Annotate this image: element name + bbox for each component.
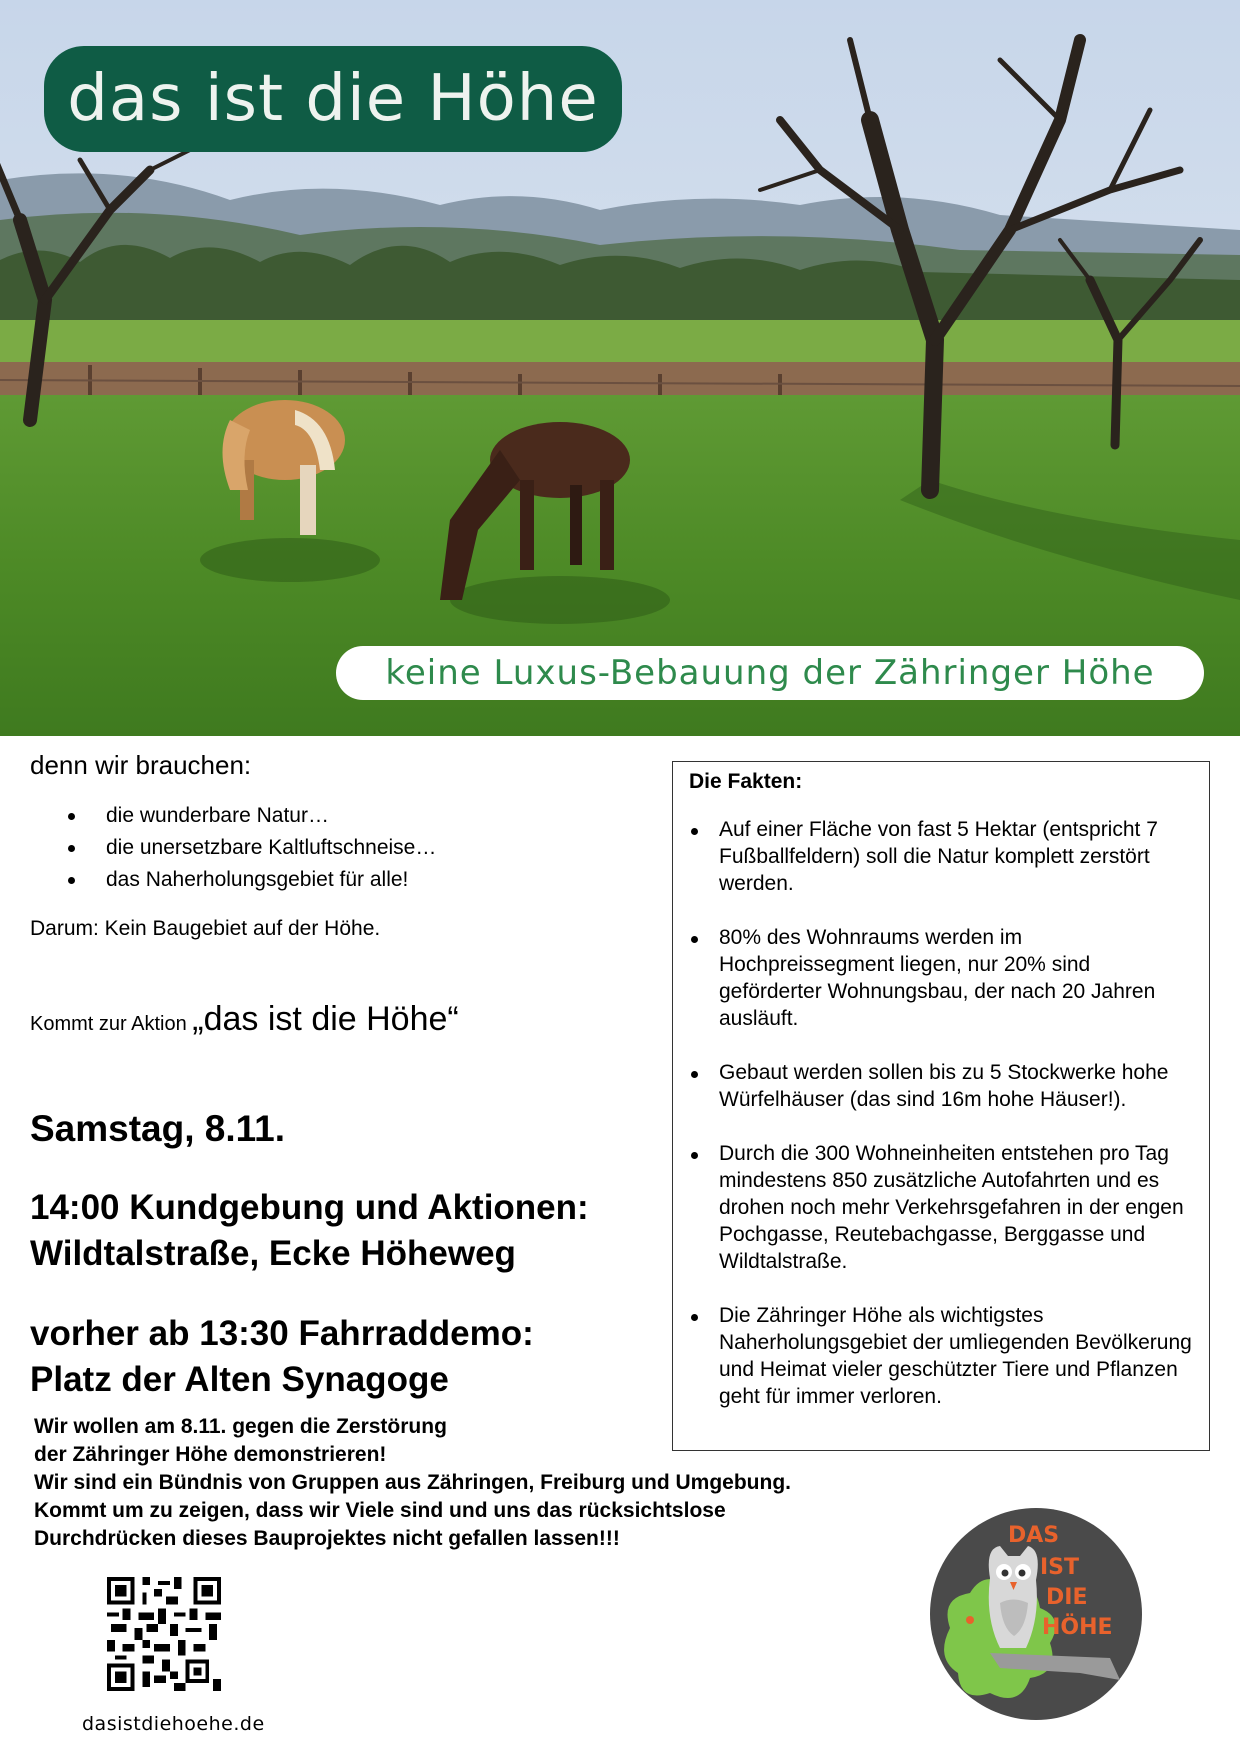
facts-box xyxy=(672,761,1210,1451)
logo-word-das: DAS xyxy=(1008,1523,1060,1548)
list-item: Gebaut werden sollen bis zu 5 Stockwerke hohe Würfelhäuser (das sind 16m hohe Häuser!). xyxy=(687,1059,1197,1113)
title-banner xyxy=(44,46,622,152)
list-item: die unersetzbare Kaltluftschneise… xyxy=(58,832,436,864)
appeal-line: Wir wollen am 8.11. gegen die Zerstörung xyxy=(34,1415,447,1438)
list-item: 80% des Wohnraums werden im Hochpreissegment liegen, nur 20% sind geförderter Wohnungsbau, der nach 20 Jahren ausläuft. xyxy=(687,924,1197,1032)
facts-list xyxy=(687,816,1197,1437)
qr-code[interactable] xyxy=(107,1577,221,1691)
bike-demo-info xyxy=(30,1311,534,1403)
facts-title: Die Fakten: xyxy=(689,770,803,793)
bike-demo-location: Platz der Alten Synagoge xyxy=(30,1360,449,1399)
appeal-line: der Zähringer Höhe demonstrieren! xyxy=(34,1443,387,1466)
list-item: Durch die 300 Wohneinheiten entstehen pro Tag mindestens 850 zusätzliche Autofahrten und es drohen noch mehr Verkehrsgefahren in der engen Pochgasse, Reutebachgasse, Berggasse und Wildtalstraße. xyxy=(687,1140,1197,1275)
rally-info xyxy=(30,1185,589,1277)
invite-prefix: Kommt zur Aktion xyxy=(30,1013,193,1035)
appeal-line: Kommt um zu zeigen, dass wir Viele sind und uns das rücksichtslose xyxy=(34,1499,726,1522)
logo-word-ist: IST xyxy=(1040,1555,1080,1580)
needs-list xyxy=(58,800,436,896)
list-item: die wunderbare Natur… xyxy=(58,800,436,832)
invite-line xyxy=(30,1000,459,1039)
campaign-logo xyxy=(930,1508,1142,1720)
appeal-line: Wir sind ein Bündnis von Gruppen aus Zähringen, Freiburg und Umgebung. xyxy=(34,1471,791,1494)
website-link[interactable]: dasistdiehoehe.de xyxy=(82,1713,265,1735)
rally-location: Wildtalstraße, Ecke Höheweg xyxy=(30,1234,516,1273)
needs-conclusion: Darum: Kein Baugebiet auf der Höhe. xyxy=(30,917,381,940)
subtitle-banner xyxy=(336,646,1204,700)
needs-heading: denn wir brauchen: xyxy=(30,750,252,780)
poster-subtitle: keine Luxus-Bebauung der Zähringer Höhe xyxy=(385,653,1155,693)
logo-word-hoehe: HÖHE xyxy=(1042,1615,1113,1640)
logo-word-die: DIE xyxy=(1046,1585,1088,1610)
list-item: das Naherholungsgebiet für alle! xyxy=(58,864,436,896)
bike-demo-time: vorher ab 13:30 Fahrraddemo: xyxy=(30,1314,534,1353)
list-item: Auf einer Fläche von fast 5 Hektar (entspricht 7 Fußballfeldern) soll die Natur komplett zerstört werden. xyxy=(687,816,1197,897)
list-item: Die Zähringer Höhe als wichtigstes Naherholungsgebiet der umliegenden Bevölkerung und Heimat vieler geschützter Tiere und Pflanzen geht für immer verloren. xyxy=(687,1302,1197,1410)
appeal-line: Durchdrücken dieses Bauprojektes nicht gefallen lassen!!! xyxy=(34,1527,620,1550)
poster-title: das ist die Höhe xyxy=(67,62,599,136)
event-date: Samstag, 8.11. xyxy=(30,1108,286,1149)
hero-photo xyxy=(0,0,1240,736)
owl-icon xyxy=(989,1546,1038,1648)
rally-time: 14:00 Kundgebung und Aktionen: xyxy=(30,1188,589,1227)
invite-action: „das ist die Höhe“ xyxy=(192,1000,459,1038)
